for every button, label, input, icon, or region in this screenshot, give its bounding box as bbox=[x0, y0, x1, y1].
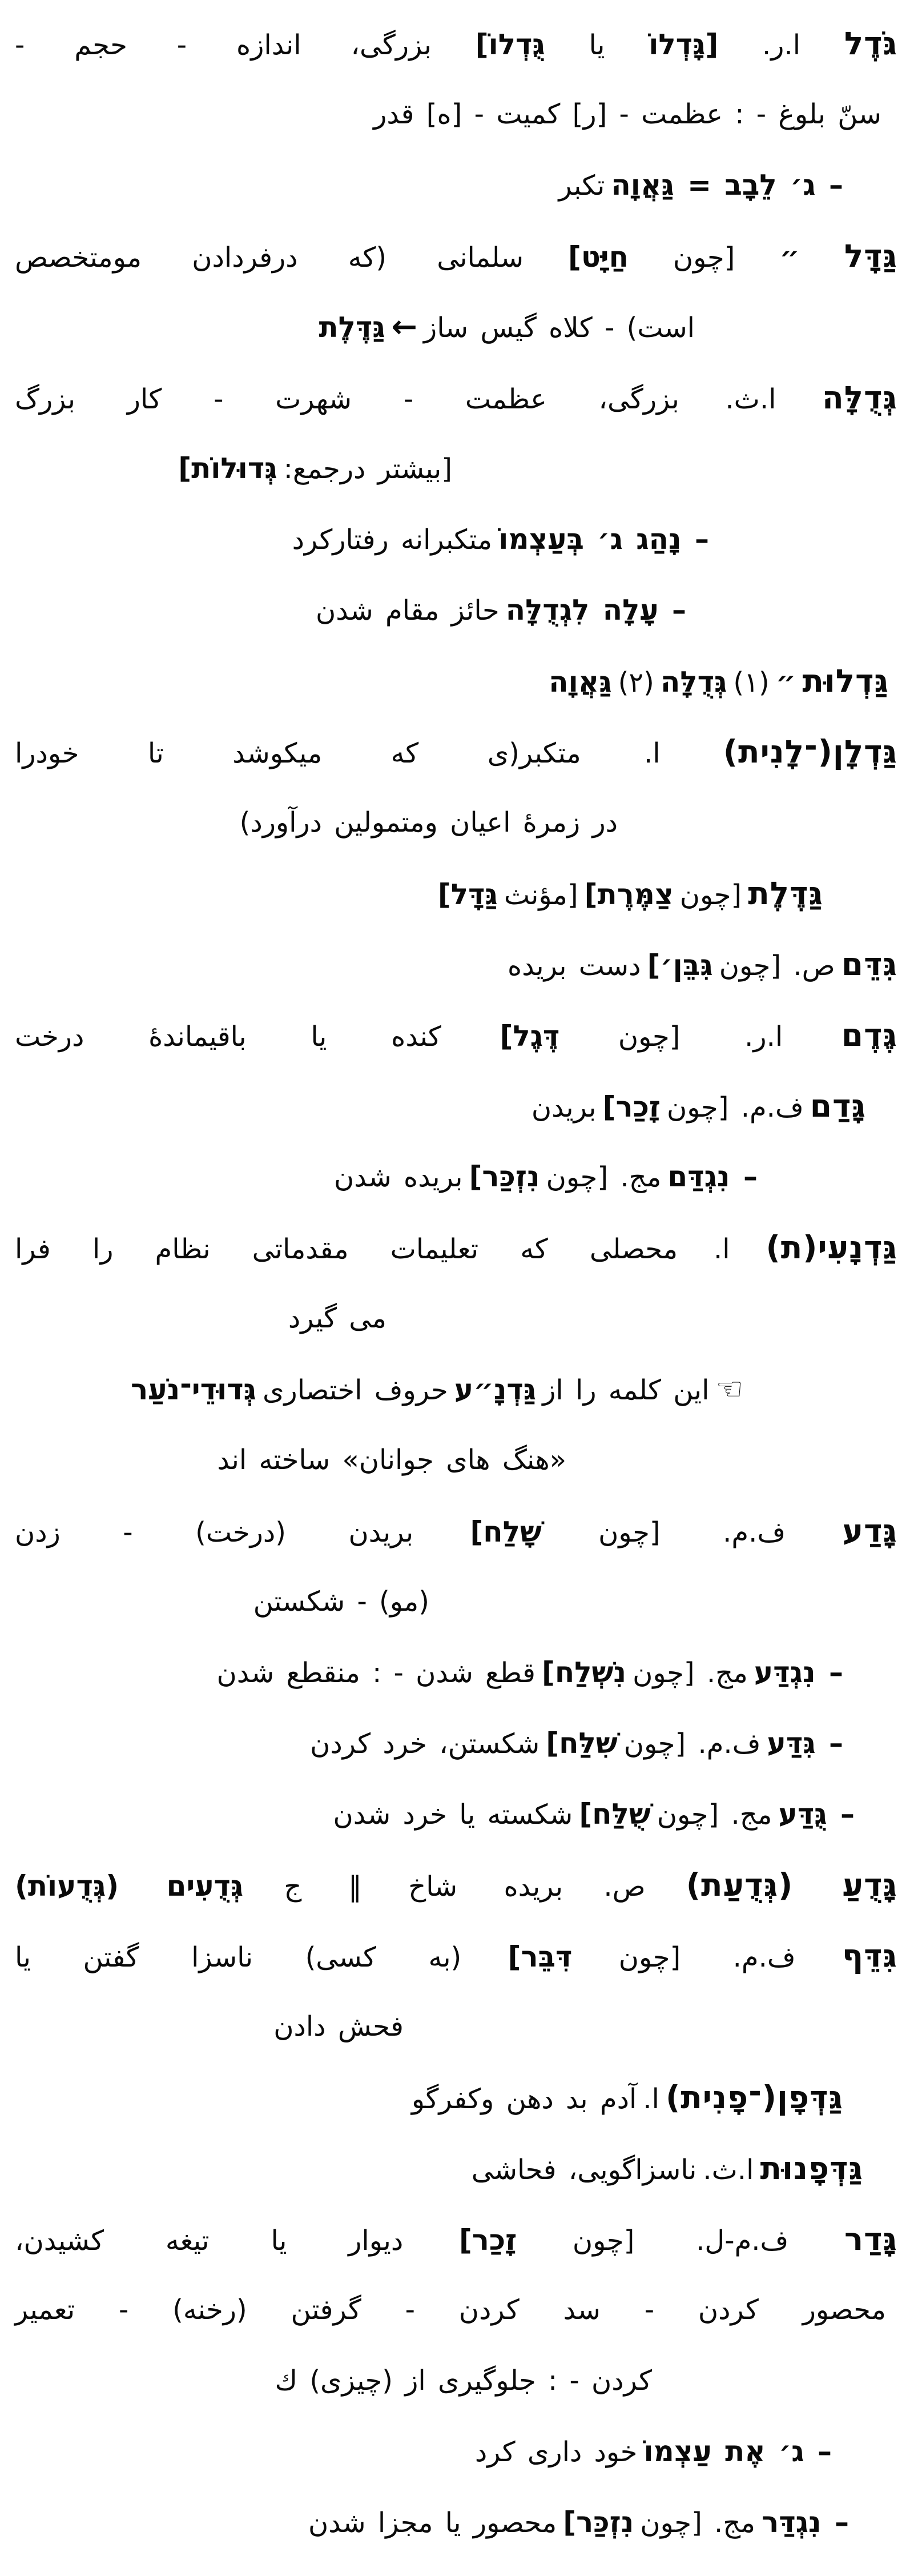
dictionary-entry-line bbox=[15, 645, 889, 716]
persian-definition-text: آدم بد دهن وکفرگو bbox=[411, 2083, 637, 2115]
persian-definition-text: در زمرۀ اعیان ومتمولین درآورد) bbox=[239, 806, 618, 838]
hebrew-inline-text: גִּבֵּן׳] bbox=[647, 949, 713, 982]
persian-definition-text: محصور یا مجزا شدن bbox=[308, 2507, 557, 2539]
hebrew-inline-text: גְּדֻלָּה bbox=[660, 665, 727, 699]
headword-hebrew: גִּדֵּף bbox=[842, 1937, 898, 1974]
hebrew-inline-text: גַּדָּל] bbox=[437, 878, 498, 911]
persian-definition-text: خود داری کرد bbox=[474, 2436, 638, 2468]
cross-reference-arrow-icon: ← bbox=[391, 308, 417, 344]
hebrew-inline-text: שָׁלַח] bbox=[470, 1515, 542, 1548]
headword-hebrew: גָּדַע bbox=[842, 1512, 898, 1549]
persian-definition-text: سنّ بلوغ - : عظمت - [ر] کمیت - [ه] قدر bbox=[373, 98, 881, 130]
persian-definition-text: [چون bbox=[673, 242, 735, 274]
entry-continuation-line bbox=[15, 2487, 849, 2558]
persian-definition-text: «هنگ های جوانان» ساخته اند bbox=[217, 1444, 566, 1476]
persian-definition-text: سلمانی (که درفردادن مومتخصص bbox=[15, 242, 524, 274]
headword-hebrew: גֶּדֶם bbox=[841, 1017, 897, 1053]
persian-definition-text: [بیشتر درجمع: bbox=[283, 453, 452, 485]
persian-definition-text: قطع شدن - : منقطع شدن bbox=[216, 1657, 536, 1689]
persian-definition-text: این کلمه را از bbox=[542, 1374, 710, 1406]
persian-definition-text: ف.م. [چون bbox=[618, 1941, 796, 1973]
hebrew-inline-text: נִשְׁלַח] bbox=[542, 1656, 627, 1689]
persian-definition-text: محصور کردن - سد کردن - گرفتن (رخنه) - تعمیر bbox=[15, 2294, 886, 2326]
persian-definition-text: مج. [چون bbox=[657, 1799, 772, 1831]
dictionary-entry-line bbox=[15, 2062, 843, 2133]
headword-hebrew: גַּדֶּלֶת bbox=[748, 875, 823, 912]
entry-continuation-line bbox=[15, 1566, 429, 1637]
entry-continuation-line bbox=[15, 2345, 652, 2416]
dictionary-entry-line bbox=[15, 1920, 897, 1991]
dictionary-entry-line bbox=[15, 1070, 866, 1141]
hebrew-inline-text: חַיָּט] bbox=[568, 240, 629, 274]
persian-definition-text: [چون bbox=[679, 879, 742, 911]
entry-continuation-line bbox=[15, 1779, 855, 1849]
entry-continuation-line bbox=[15, 787, 618, 858]
hebrew-inline-text: שֻׁלַּח] bbox=[579, 1797, 651, 1831]
persian-definition-text: مج. [چون bbox=[633, 1657, 748, 1689]
persian-definition-text: فحش دادن bbox=[273, 2011, 404, 2043]
persian-definition-text: ف.م. [چون bbox=[623, 1728, 761, 1760]
headword-hebrew: גַּדְּפָן(־פָנִית) bbox=[666, 2079, 843, 2116]
entry-continuation-line bbox=[15, 1141, 758, 1212]
hebrew-inline-text: – ג׳ לֵבָב = גַּאֲוָה bbox=[611, 168, 843, 202]
hebrew-inline-text: גֻּדְלוֹ] bbox=[475, 28, 545, 61]
hebrew-inline-text: – נִגְדַּם bbox=[667, 1160, 758, 1193]
persian-definition-text: ناسزاگویی، فحاشی bbox=[471, 2154, 697, 2186]
persian-definition-text: ا.ر. bbox=[762, 29, 801, 61]
persian-definition-text: ا.ث. bbox=[725, 383, 776, 415]
hebrew-inline-text: ״ bbox=[779, 240, 800, 274]
hebrew-inline-text: זָכַר] bbox=[458, 2224, 517, 2257]
dictionary-entry-line bbox=[15, 362, 897, 433]
persian-definition-text: متکبر(ی که میکوشد تا خودرا bbox=[15, 737, 581, 769]
hebrew-inline-text: צַמֶּרֶת] bbox=[584, 878, 674, 911]
headword-hebrew: גַּדְלָן(־לָנִית) bbox=[723, 733, 897, 770]
persian-definition-text: مج. [چون bbox=[546, 1161, 662, 1193]
persian-definition-text: شکستن، خرد کردن bbox=[310, 1728, 540, 1760]
entry-continuation-line bbox=[15, 433, 452, 504]
entry-continuation-line bbox=[15, 1991, 404, 2062]
entry-continuation-line bbox=[15, 79, 881, 150]
hebrew-inline-text: – נָהַג ג׳ בְּעַצְמוֹ bbox=[498, 523, 709, 556]
hebrew-inline-text: – נִגְדַּע bbox=[754, 1656, 843, 1689]
entry-continuation-line bbox=[15, 1283, 386, 1354]
persian-definition-text: بریدن (درخت) - زدن bbox=[15, 1516, 414, 1548]
dictionary-entry-line bbox=[15, 716, 897, 787]
persian-definition-text: کردن - : جلوگیری از (چیزی) ك bbox=[275, 2365, 652, 2397]
entry-continuation-line bbox=[15, 291, 695, 362]
headword-hebrew: גְּדֻלָּה bbox=[822, 379, 897, 416]
persian-definition-text: حائز مقام شدن bbox=[316, 595, 500, 627]
persian-definition-text: (به کسی) ناسزا گفتن یا bbox=[15, 1941, 462, 1973]
persian-definition-text: دیوار یا تیغه کشیدن، bbox=[15, 2225, 404, 2257]
headword-hebrew: גָּדַר bbox=[844, 2221, 897, 2257]
dictionary-entry-line bbox=[15, 858, 823, 929]
hebrew-inline-text: – נִגְדַּר bbox=[762, 2506, 849, 2539]
hebrew-inline-text: זָכַר] bbox=[602, 1090, 661, 1124]
persian-definition-text: کنده یا باقیماندۀ درخت bbox=[15, 1021, 441, 1053]
headword-hebrew: גָּדַם bbox=[810, 1088, 866, 1124]
entry-continuation-line bbox=[15, 1354, 743, 1425]
dictionary-entry-line bbox=[15, 1000, 897, 1070]
entry-continuation-line bbox=[15, 575, 686, 645]
hebrew-inline-text: דֶּגֶל] bbox=[500, 1020, 560, 1053]
persian-definition-text: متکبرانه رفتارکرد bbox=[292, 524, 493, 556]
entry-continuation-line bbox=[15, 504, 709, 575]
persian-definition-text: (مو) - شکستن bbox=[253, 1586, 429, 1618]
persian-definition-text: تكبر bbox=[558, 170, 605, 202]
hebrew-inline-text: ״ bbox=[775, 665, 796, 699]
persian-definition-text: (٢) bbox=[618, 667, 654, 699]
persian-definition-text: ا.ث. bbox=[703, 2154, 754, 2186]
hebrew-inline-text: גַּאֲוָה bbox=[549, 665, 612, 699]
entry-continuation-line bbox=[15, 1708, 843, 1779]
headword-hebrew: גַּדָּל bbox=[844, 238, 898, 274]
entry-continuation-line bbox=[15, 1637, 843, 1708]
persian-definition-text: حروف اختصاری bbox=[262, 1374, 448, 1406]
persian-definition-text: شکسته یا خرد شدن bbox=[333, 1799, 573, 1831]
headword-hebrew: גַּדְנָעִי(ת) bbox=[766, 1229, 897, 1266]
headword-hebrew: גֹּדֶל bbox=[844, 25, 898, 62]
headword-hebrew: גַּדְּפָנוּת bbox=[760, 2150, 863, 2186]
headword-hebrew: גָּדֻעַ (גְּדֻעַת) bbox=[686, 1867, 897, 1903]
dictionary-entry-line bbox=[15, 929, 897, 1000]
persian-definition-text: مج. [چون bbox=[640, 2507, 755, 2539]
persian-definition-text: ا.ر. [چون bbox=[618, 1021, 783, 1053]
entry-continuation-line bbox=[15, 2274, 886, 2345]
dictionary-entry-line bbox=[15, 220, 897, 291]
hebrew-inline-text: שִׁלַּח] bbox=[546, 1727, 618, 1760]
hebrew-inline-text: גַּדְנָ״ע bbox=[454, 1373, 537, 1406]
hebrew-inline-text: גַּדֶּלֶת bbox=[319, 311, 385, 344]
dictionary-entry-line bbox=[15, 2133, 863, 2204]
persian-definition-text: بریده شدن bbox=[334, 1161, 463, 1193]
dictionary-entry-line bbox=[15, 1212, 897, 1283]
entry-continuation-line bbox=[15, 2416, 832, 2487]
hebrew-inline-text: גְּדוּדֵי־נֹעַר bbox=[131, 1373, 256, 1406]
entry-continuation-line bbox=[15, 1425, 566, 1495]
headword-hebrew: גַּדְלוּת bbox=[802, 663, 889, 699]
persian-definition-text: ف.م. [چون bbox=[598, 1516, 786, 1548]
dictionary-entry-line bbox=[15, 8, 897, 79]
dictionary-entry-line bbox=[15, 1849, 897, 1920]
hebrew-inline-text: נִזְכַּר] bbox=[469, 1160, 540, 1193]
persian-definition-text: ا. bbox=[643, 737, 661, 769]
hebrew-inline-text: [גָּדְלוֹ bbox=[649, 28, 719, 61]
persian-definition-text: بریده شاخ ‖ ج bbox=[284, 1871, 563, 1903]
hebrew-inline-text: נִזְכַּר] bbox=[563, 2506, 634, 2539]
dictionary-column bbox=[15, 8, 897, 2558]
persian-definition-text: است) - کلاه گیس ساز bbox=[424, 312, 695, 344]
persian-definition-text: ف.م. [چون bbox=[667, 1092, 804, 1124]
persian-definition-text: می گیرد bbox=[288, 1302, 386, 1334]
persian-definition-text: بریدن bbox=[531, 1092, 597, 1124]
persian-definition-text: ص. bbox=[603, 1871, 646, 1903]
persian-definition-text: [مؤنث bbox=[504, 879, 578, 911]
hebrew-inline-text: – גֻּדַּע bbox=[778, 1797, 855, 1831]
persian-definition-text: دست بریده bbox=[507, 950, 641, 982]
persian-definition-text: ف.م-ل. [چون bbox=[572, 2225, 789, 2257]
persian-definition-text: بزرگی، عظمت - شهرت - کار بزرگ bbox=[15, 383, 679, 415]
entry-continuation-line bbox=[15, 150, 843, 220]
persian-definition-text: محصلی که تعلیمات مقدماتی نظام را فرا bbox=[15, 1233, 678, 1265]
persian-definition-text: ا. bbox=[714, 1233, 730, 1265]
persian-definition-text: بزرگی، اندازه - حجم - bbox=[15, 29, 432, 61]
persian-definition-text: (١) bbox=[733, 667, 770, 699]
dictionary-entry-line bbox=[15, 1495, 897, 1566]
headword-hebrew: גִּדֵּם bbox=[841, 946, 897, 982]
hebrew-inline-text: – ג׳ אֶת עַצְמוֹ bbox=[643, 2435, 832, 2468]
pointing-hand-icon: ☜ bbox=[715, 1371, 743, 1407]
persian-definition-text: ص. [چون bbox=[719, 950, 835, 982]
persian-definition-text: ا. bbox=[643, 2083, 659, 2115]
hebrew-inline-text: – עָלָה לִגְדֻלָּה bbox=[505, 593, 686, 627]
persian-definition-text: یا bbox=[589, 29, 605, 61]
hebrew-inline-text: גְּדֻעִים (גְּדֻעוֹת) bbox=[15, 1869, 244, 1903]
hebrew-inline-text: – גִּדַּע bbox=[767, 1727, 843, 1760]
dictionary-entry-line bbox=[15, 2204, 897, 2274]
hebrew-inline-text: דִּבֵּר] bbox=[508, 1940, 573, 1973]
hebrew-inline-text: גְּדוּלוֹת] bbox=[178, 452, 277, 485]
